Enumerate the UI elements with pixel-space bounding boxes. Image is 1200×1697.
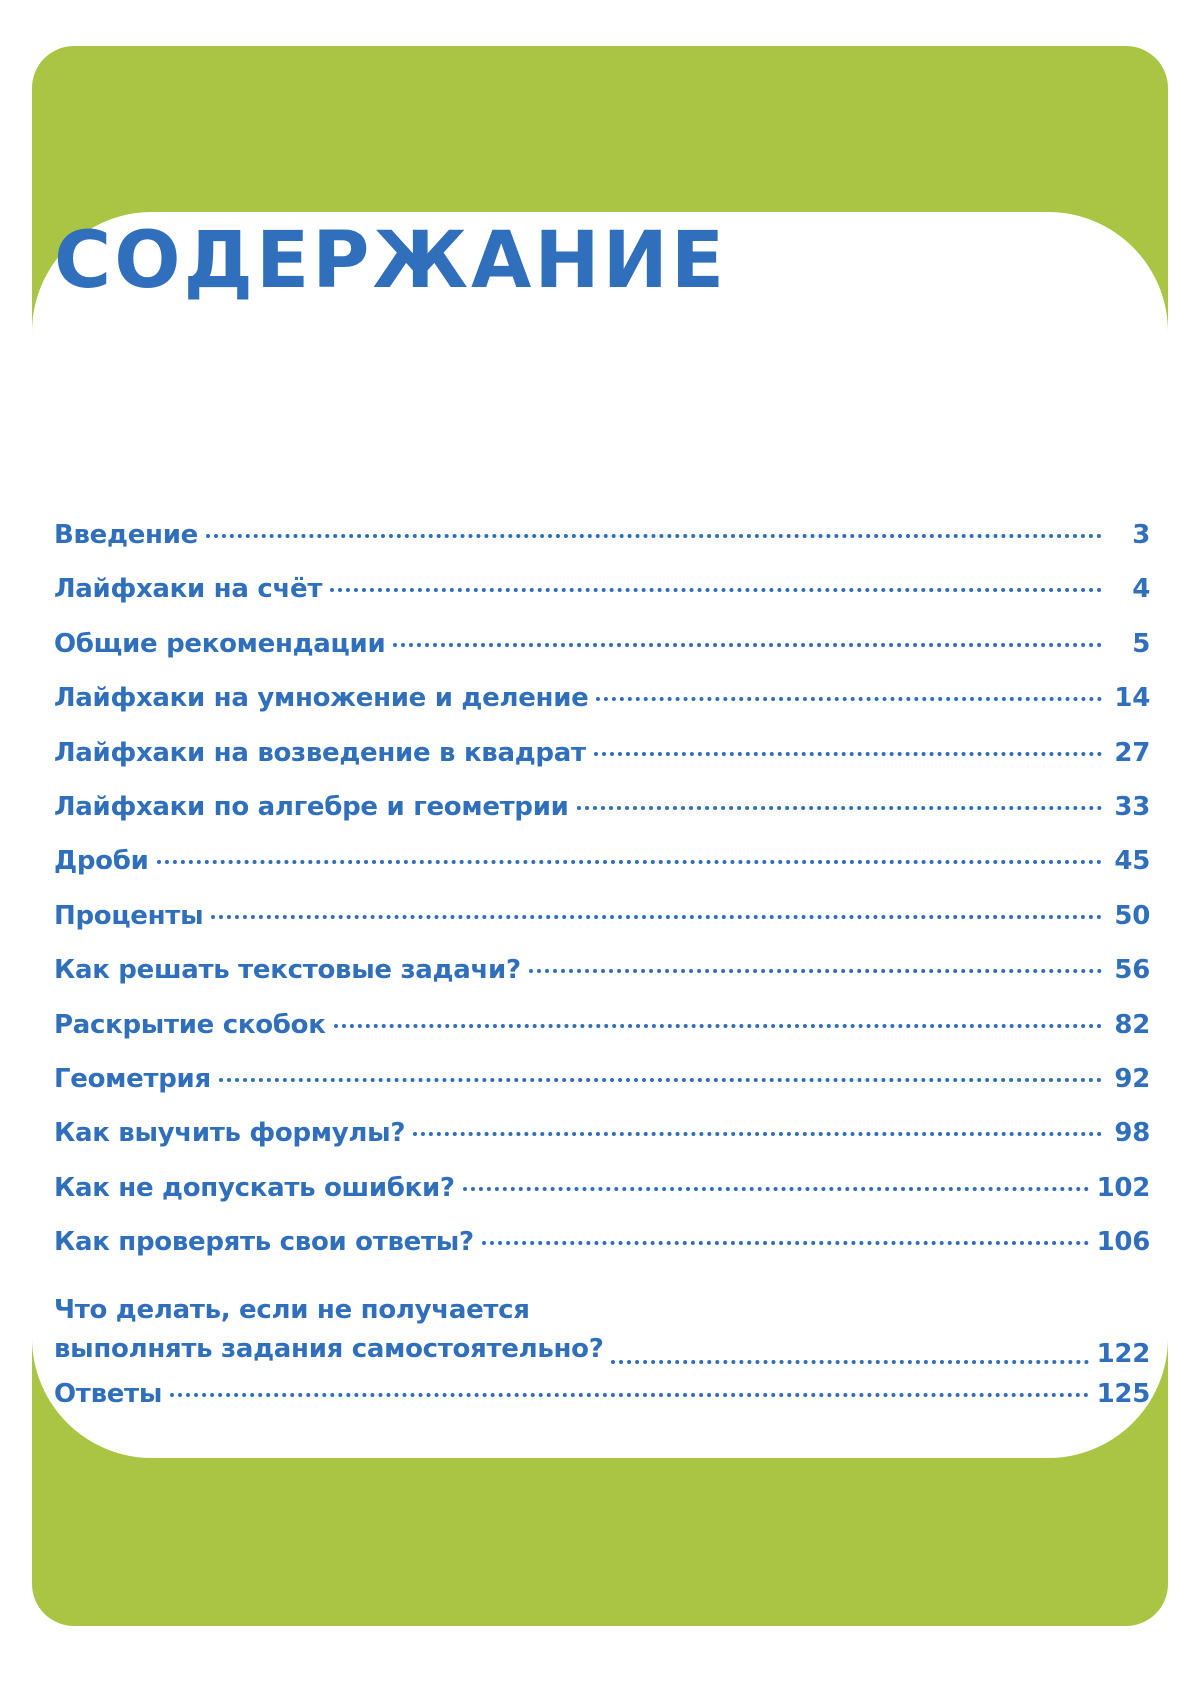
toc-entry-page: 3 bbox=[1132, 520, 1150, 550]
dot-leader bbox=[170, 1393, 1089, 1397]
toc-entry-page: 106 bbox=[1096, 1227, 1150, 1258]
toc-entry-page: 122 bbox=[1096, 1339, 1150, 1370]
toc-entry-title: Лайфхаки на счёт bbox=[54, 574, 323, 605]
toc-entry[interactable] bbox=[54, 842, 1150, 896]
toc-entry[interactable] bbox=[54, 516, 1150, 570]
toc-entry-page: 45 bbox=[1114, 846, 1150, 877]
toc-entry[interactable] bbox=[54, 1114, 1150, 1168]
dot-leader bbox=[594, 752, 1102, 756]
toc-entry-title: Лайфхаки по алгебре и геометрии bbox=[54, 791, 569, 822]
dot-leader bbox=[334, 1024, 1102, 1028]
page-title: СОДЕРЖАНИЕ bbox=[54, 216, 728, 306]
toc-entry-page: 98 bbox=[1114, 1118, 1150, 1149]
dot-leader bbox=[463, 1187, 1089, 1191]
dot-leader bbox=[413, 1132, 1102, 1136]
toc-entry-page: 50 bbox=[1114, 900, 1150, 931]
toc-entry-page: 92 bbox=[1114, 1063, 1150, 1094]
toc-entry-title-line1: Что делать, если не получается bbox=[54, 1295, 530, 1326]
dot-leader bbox=[393, 643, 1102, 647]
toc-entry[interactable] bbox=[54, 951, 1150, 1005]
toc-entry-page: 82 bbox=[1114, 1009, 1150, 1040]
toc-entry[interactable] bbox=[54, 1060, 1150, 1114]
toc-entry[interactable] bbox=[54, 788, 1150, 842]
toc-entry-title: Лайфхаки на возведение в квадрат bbox=[54, 737, 586, 768]
dot-leader bbox=[596, 697, 1102, 701]
toc-entry-title: Введение bbox=[54, 520, 198, 550]
toc-entry[interactable] bbox=[54, 1375, 1150, 1429]
toc-entry[interactable] bbox=[54, 570, 1150, 624]
toc-entry-title: Раскрытие скобок bbox=[54, 1009, 326, 1040]
toc-entry[interactable] bbox=[54, 897, 1150, 951]
toc-entry[interactable] bbox=[54, 679, 1150, 733]
toc-entry-title: Геометрия bbox=[54, 1063, 211, 1094]
dot-leader bbox=[211, 915, 1102, 919]
toc-entry[interactable] bbox=[54, 1277, 1150, 1375]
toc-entry-page: 27 bbox=[1114, 737, 1150, 768]
toc-entry-page: 5 bbox=[1132, 628, 1150, 659]
toc-entry-title-line2: выполнять задания самостоятельно? bbox=[54, 1334, 604, 1365]
toc-entry-title: Как не допускать ошибки? bbox=[54, 1172, 455, 1203]
toc-entry-title: Дроби bbox=[54, 846, 149, 877]
toc-entry[interactable] bbox=[54, 1169, 1150, 1223]
toc-entry-page: 33 bbox=[1114, 791, 1150, 822]
dot-leader bbox=[611, 1360, 1088, 1364]
toc-entry-title: Как решать текстовые задачи? bbox=[54, 955, 521, 986]
toc-entry-title: Как выучить формулы? bbox=[54, 1118, 406, 1149]
toc-entry-page: 14 bbox=[1114, 683, 1150, 714]
dot-leader bbox=[482, 1241, 1089, 1245]
toc-entry-page: 125 bbox=[1096, 1379, 1150, 1410]
toc-entry-title: Лайфхаки на умножение и деление bbox=[54, 683, 589, 714]
dot-leader bbox=[206, 534, 1102, 538]
dot-leader bbox=[157, 860, 1102, 864]
dot-leader bbox=[529, 969, 1102, 973]
toc-entry[interactable] bbox=[54, 625, 1150, 679]
toc-entry[interactable] bbox=[54, 1006, 1150, 1060]
toc-entry-title: Ответы bbox=[54, 1379, 163, 1410]
dot-leader bbox=[577, 806, 1102, 810]
toc-entry-title: Как проверять свои ответы? bbox=[54, 1227, 474, 1258]
toc-entry-page: 102 bbox=[1096, 1172, 1150, 1203]
toc-entry[interactable] bbox=[54, 1223, 1150, 1277]
dot-leader bbox=[219, 1078, 1102, 1082]
toc-entry[interactable] bbox=[54, 734, 1150, 788]
toc-entry-page: 4 bbox=[1132, 574, 1150, 605]
dot-leader bbox=[330, 588, 1102, 592]
toc-entry-title bbox=[54, 1291, 603, 1369]
toc-entry-title: Общие рекомендации bbox=[54, 628, 386, 659]
toc-entry-page: 56 bbox=[1114, 955, 1150, 986]
toc-entry-title: Проценты bbox=[54, 900, 204, 931]
table-of-contents bbox=[54, 516, 1150, 1430]
